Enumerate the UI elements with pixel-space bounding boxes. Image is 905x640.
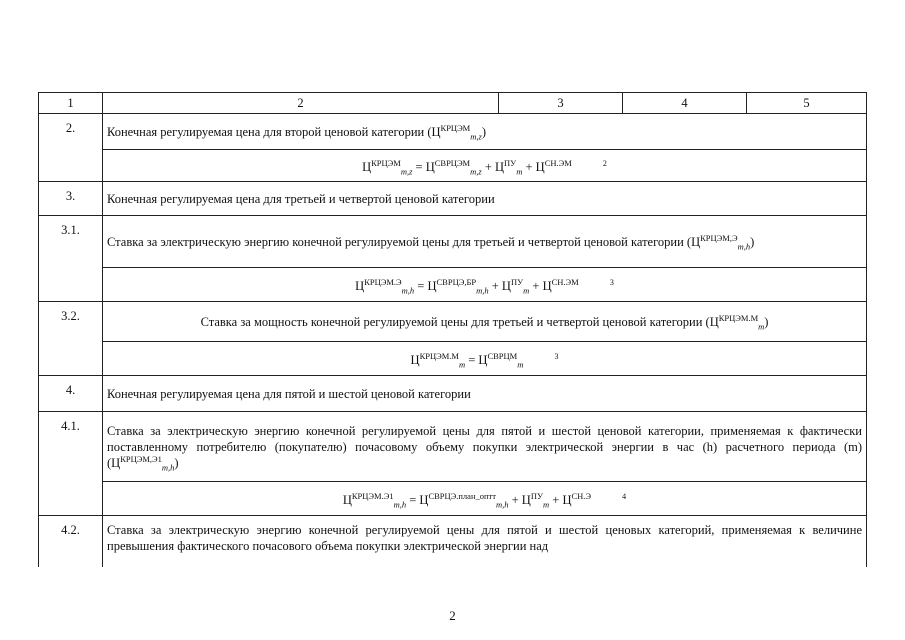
table-row — [39, 516, 867, 568]
row-text: Конечная регулируемая цена для третьей и четвертой ценовой категории — [103, 182, 867, 216]
row-number: 4.2. — [39, 516, 103, 568]
header-cell: 4 — [623, 93, 747, 114]
table-row — [39, 182, 867, 216]
formula: $Ц^{КРЦЭМ.Э1}_{m,h} = Ц^{СВРЦЭ.план\_оптт}_{m,h} + Ц^{ПУ}_m + Ц^{СН.Э}$ $^4$ — [103, 482, 867, 516]
page-number: 2 — [449, 608, 456, 623]
table-row — [39, 302, 867, 342]
header-cell: 2 — [103, 93, 499, 114]
header-cell: 5 — [747, 93, 867, 114]
formula-row — [39, 150, 867, 182]
row-text: Конечная регулируемая цена для пятой и шестой ценовой категории — [103, 376, 867, 412]
table-row — [39, 412, 867, 482]
table-row — [39, 376, 867, 412]
row-text: Конечная регулируемая цена для второй ценовой категории $(Ц^{КРЦЭМ}_{m,z})$ — [103, 114, 867, 150]
table-row — [39, 216, 867, 268]
formula-row — [39, 482, 867, 516]
formula-row — [39, 268, 867, 302]
row-text: Ставка за электрическую энергию конечной регулируемой цены для третьей и четвертой ценовой категории $(Ц^{КРЦЭМ,Э}_{m,h})$ — [103, 216, 867, 268]
row-text: Ставка за электрическую энергию конечной регулируемой цены для пятой и шестой ценовой категории, применяемая к фактически поставленному потребителю (покупателю) почасовому объему покупки электрической энергии в час (h) расчетного периода (m) $(Ц^{КРЦЭМ,Э1}_{m,h})$ — [103, 412, 867, 482]
table-row — [39, 114, 867, 150]
row-number: 4. — [39, 376, 103, 412]
footnote-number: 3 — [609, 277, 614, 287]
header-cell: 3 — [499, 93, 623, 114]
row-number: 3. — [39, 182, 103, 216]
formula: $Ц^{КРЦЭМ}_{m,z} = Ц^{СВРЦЭМ}_{m,z} + Ц^{ПУ}_m + Ц^{СН.ЭМ}$ $^2$ — [103, 150, 867, 182]
header-row — [39, 93, 867, 114]
row-text: Ставка за электрическую энергию конечной регулируемой цены для пятой и шестой ценовых категорий, применяемая к величине превышения фактического почасового объема покупки электрической энергии над — [103, 516, 867, 568]
footnote-number: 4 — [622, 491, 627, 501]
formula-row — [39, 342, 867, 376]
formula: $Ц^{КРЦЭМ.М}_m = Ц^{СВРЦМ}_m$ $^3$ — [103, 342, 867, 376]
formula: $Ц^{КРЦЭМ.Э}_{m,h} = Ц^{СВРЦЭ,БР}_{m,h} + Ц^{ПУ}_m + Ц^{СН.ЭМ}$ $^3$ — [103, 268, 867, 302]
page-cutoff — [0, 567, 905, 607]
row-number: 4.1. — [39, 412, 103, 516]
footnote-number: 3 — [554, 351, 559, 361]
row-text: Ставка за мощность конечной регулируемой цены для третьей и четвертой ценовой категории $(Ц^{КРЦЭМ.М}_m)$ — [103, 302, 867, 342]
footnote-number: 2 — [602, 158, 607, 168]
header-cell: 1 — [39, 93, 103, 114]
row-number: 3.2. — [39, 302, 103, 376]
tariff-table — [38, 92, 867, 568]
row-number: 2. — [39, 114, 103, 182]
row-number: 3.1. — [39, 216, 103, 302]
